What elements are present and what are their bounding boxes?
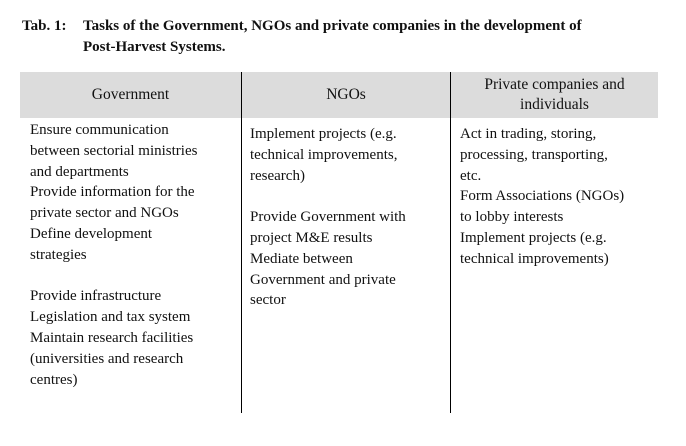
government-task-line: Ensure communication [30,122,169,138]
government-task-line: centres) [30,371,78,388]
private-task-line: Form Associations (NGOs) [460,188,625,205]
government-task-line: private sector and NGOs [30,205,179,222]
ngos-task-line: sector [250,292,286,309]
column-divider-2 [450,72,451,413]
private-task-line: Act in trading, storing, [460,126,597,142]
government-task-line: and departments [30,163,129,180]
government-task-line: strategies [30,246,87,263]
caption-title-line-2: Post-Harvest Systems. [83,39,226,55]
private-task-line: etc. [460,167,482,184]
header-ngos [242,72,450,118]
government-tasks-column [30,120,197,390]
table-caption [22,16,672,58]
government-task-line: Provide information for the [30,184,195,201]
government-task-line: Define development [30,225,153,242]
ngos-tasks-column [250,124,406,311]
header-ngos-label: NGOs [326,86,366,103]
header-private-line-1: Private companies and [484,76,625,93]
caption-title-line-1: Tasks of the Government, NGOs and private companies in the development of [83,18,582,34]
government-task-line: Legislation and tax system [30,309,191,326]
private-task-line: to lobby interests [460,209,564,226]
caption-label: Tab. 1: [22,18,67,34]
ngos-task-line: Provide Government with [250,209,406,226]
government-task-line: Provide infrastructure [30,288,162,305]
ngos-task-line: technical improvements, [250,146,398,163]
government-task-line: (universities and research [30,350,184,367]
ngos-task-line: Mediate between [250,250,353,267]
private-task-line: technical improvements) [460,250,609,267]
government-task-spacer [30,266,197,287]
private-task-line: Implement projects (e.g. [460,229,607,246]
header-private [451,72,658,118]
header-government [20,72,241,118]
header-government-label: Government [91,86,170,103]
ngos-task-line: Implement projects (e.g. [250,126,397,142]
ngos-task-line: research) [250,167,305,184]
header-private-label [484,75,624,115]
ngos-task-line: project M&E results [250,229,373,246]
header-private-line-2: individuals [520,96,589,113]
government-task-line: Maintain research facilities [30,329,194,346]
caption-first-line [22,16,672,37]
private-task-line: processing, transporting, [460,146,608,163]
ngos-task-spacer [250,186,406,207]
column-divider-1 [241,72,242,413]
private-tasks-column [460,124,624,270]
government-task-line: between sectorial ministries [30,142,198,159]
ngos-task-line: Government and private [250,271,396,288]
